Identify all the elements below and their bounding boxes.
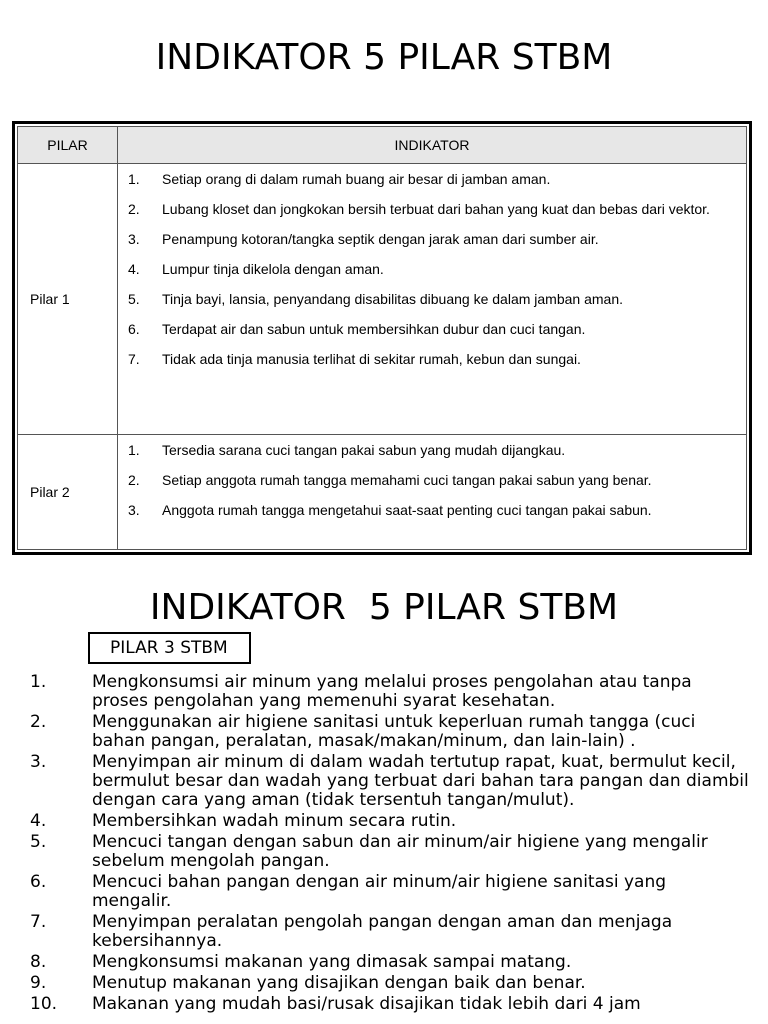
item-number: 6. bbox=[30, 872, 47, 892]
item-number: 9. bbox=[30, 973, 47, 993]
item-text: Mengkonsumsi air minum yang melalui proses pengolahan atau tanpa proses pengolahan yang memenuhi syarat kesehatan. bbox=[92, 672, 692, 711]
item-number: 8. bbox=[30, 952, 47, 972]
list-item bbox=[30, 974, 750, 993]
item-text: Menutup makanan yang disajikan dengan baik dan benar. bbox=[92, 973, 586, 993]
item-text: Penampung kotoran/tangka septik dengan jarak aman dari sumber air. bbox=[162, 231, 599, 247]
list-item bbox=[30, 753, 750, 810]
item-number: 2. bbox=[30, 712, 47, 732]
pilar-2-indicators bbox=[118, 434, 747, 549]
item-number: 2. bbox=[128, 201, 140, 217]
item-number: 3. bbox=[128, 501, 140, 518]
item-text: Lubang kloset dan jongkokan bersih terbuat dari bahan yang kuat dan bebas dari vektor. bbox=[162, 201, 710, 217]
item-text: Menyimpan air minum di dalam wadah tertutup rapat, kuat, bermulut kecil, bermulut besar dan wadah yang terbuat dari bahan tara pangan dan diambil dengan cara yang aman (tidak tersentuh tangan/mulut). bbox=[92, 752, 749, 810]
list-item bbox=[30, 713, 750, 751]
pilar-1-indicators bbox=[118, 164, 747, 435]
header-indikator: INDIKATOR bbox=[118, 127, 747, 164]
item-number: 5. bbox=[30, 832, 47, 852]
list-item bbox=[30, 812, 750, 831]
pilar-3-label-box: PILAR 3 STBM bbox=[88, 632, 251, 664]
list-item bbox=[128, 439, 736, 461]
item-text: Anggota rumah tangga mengetahui saat-saat penting cuci tangan pakai sabun. bbox=[162, 501, 652, 518]
list-item bbox=[128, 469, 736, 491]
list-item bbox=[128, 168, 736, 190]
list-item bbox=[30, 913, 750, 951]
item-number: 6. bbox=[128, 321, 140, 337]
item-text: Setiap anggota rumah tangga memahami cuci tangan pakai sabun yang benar. bbox=[162, 471, 652, 488]
item-text: Terdapat air dan sabun untuk membersihkan dubur dan cuci tangan. bbox=[162, 321, 586, 337]
pilar-3-indicator-list bbox=[30, 673, 750, 1016]
list-item bbox=[128, 318, 736, 340]
item-number: 3. bbox=[128, 231, 140, 247]
header-pilar: PILAR bbox=[18, 127, 118, 164]
item-number: 3. bbox=[30, 752, 47, 772]
item-number: 1. bbox=[128, 171, 140, 187]
item-number: 2. bbox=[128, 471, 140, 488]
slide-2-title: INDIKATOR 5 PILAR STBM bbox=[149, 587, 619, 628]
item-text: Mencuci tangan dengan sabun dan air minum/air higiene yang mengalir sebelum mengolah pangan. bbox=[92, 832, 708, 871]
item-text: Setiap orang di dalam rumah buang air besar di jamban aman. bbox=[162, 171, 551, 187]
item-text: Tinja bayi, lansia, penyandang disabilitas dibuang ke dalam jamban aman. bbox=[162, 291, 623, 307]
list-item bbox=[30, 953, 750, 972]
item-number: 4. bbox=[128, 261, 140, 277]
list-item bbox=[128, 228, 736, 250]
item-number: 1. bbox=[128, 441, 140, 458]
list-item bbox=[128, 198, 736, 220]
item-text: Makanan yang mudah basi/rusak disajikan tidak lebih dari 4 jam bbox=[92, 994, 641, 1014]
item-number: 10. bbox=[30, 994, 58, 1014]
list-item bbox=[30, 873, 750, 911]
list-item bbox=[128, 258, 736, 280]
item-number: 4. bbox=[30, 811, 47, 831]
item-number: 1. bbox=[30, 672, 47, 692]
list-item bbox=[30, 995, 750, 1014]
pilar-2-label: Pilar 2 bbox=[18, 434, 118, 549]
item-text: Membersihkan wadah minum secara rutin. bbox=[92, 811, 457, 831]
table-row-pilar-2 bbox=[18, 434, 747, 549]
table-header-row bbox=[18, 127, 747, 164]
item-text: Mengkonsumsi makanan yang dimasak sampai matang. bbox=[92, 952, 572, 972]
indicator-table bbox=[12, 121, 752, 555]
item-text: Mencuci bahan pangan dengan air minum/air higiene sanitasi yang mengalir. bbox=[92, 872, 667, 911]
item-text: Tidak ada tinja manusia terlihat di sekitar rumah, kebun dan sungai. bbox=[162, 351, 581, 367]
item-text: Tersedia sarana cuci tangan pakai sabun yang mudah dijangkau. bbox=[162, 441, 566, 458]
slide-1-title: INDIKATOR 5 PILAR STBM bbox=[155, 37, 613, 78]
item-number: 7. bbox=[30, 912, 47, 932]
list-item bbox=[30, 833, 750, 871]
list-item bbox=[128, 499, 736, 521]
pilar-1-label: Pilar 1 bbox=[18, 164, 118, 435]
table-row-pilar-1 bbox=[18, 164, 747, 435]
item-number: 5. bbox=[128, 291, 140, 307]
item-number: 7. bbox=[128, 351, 140, 367]
item-text: Lumpur tinja dikelola dengan aman. bbox=[162, 261, 384, 277]
list-item bbox=[128, 348, 736, 370]
item-text: Menggunakan air higiene sanitasi untuk keperluan rumah tangga (cuci bahan pangan, peralatan, masak/makan/minum, dan lain-lain) . bbox=[92, 712, 696, 751]
list-item bbox=[30, 673, 750, 711]
item-text: Menyimpan peralatan pengolah pangan dengan aman dan menjaga kebersihannya. bbox=[92, 912, 673, 951]
list-item bbox=[128, 288, 736, 310]
